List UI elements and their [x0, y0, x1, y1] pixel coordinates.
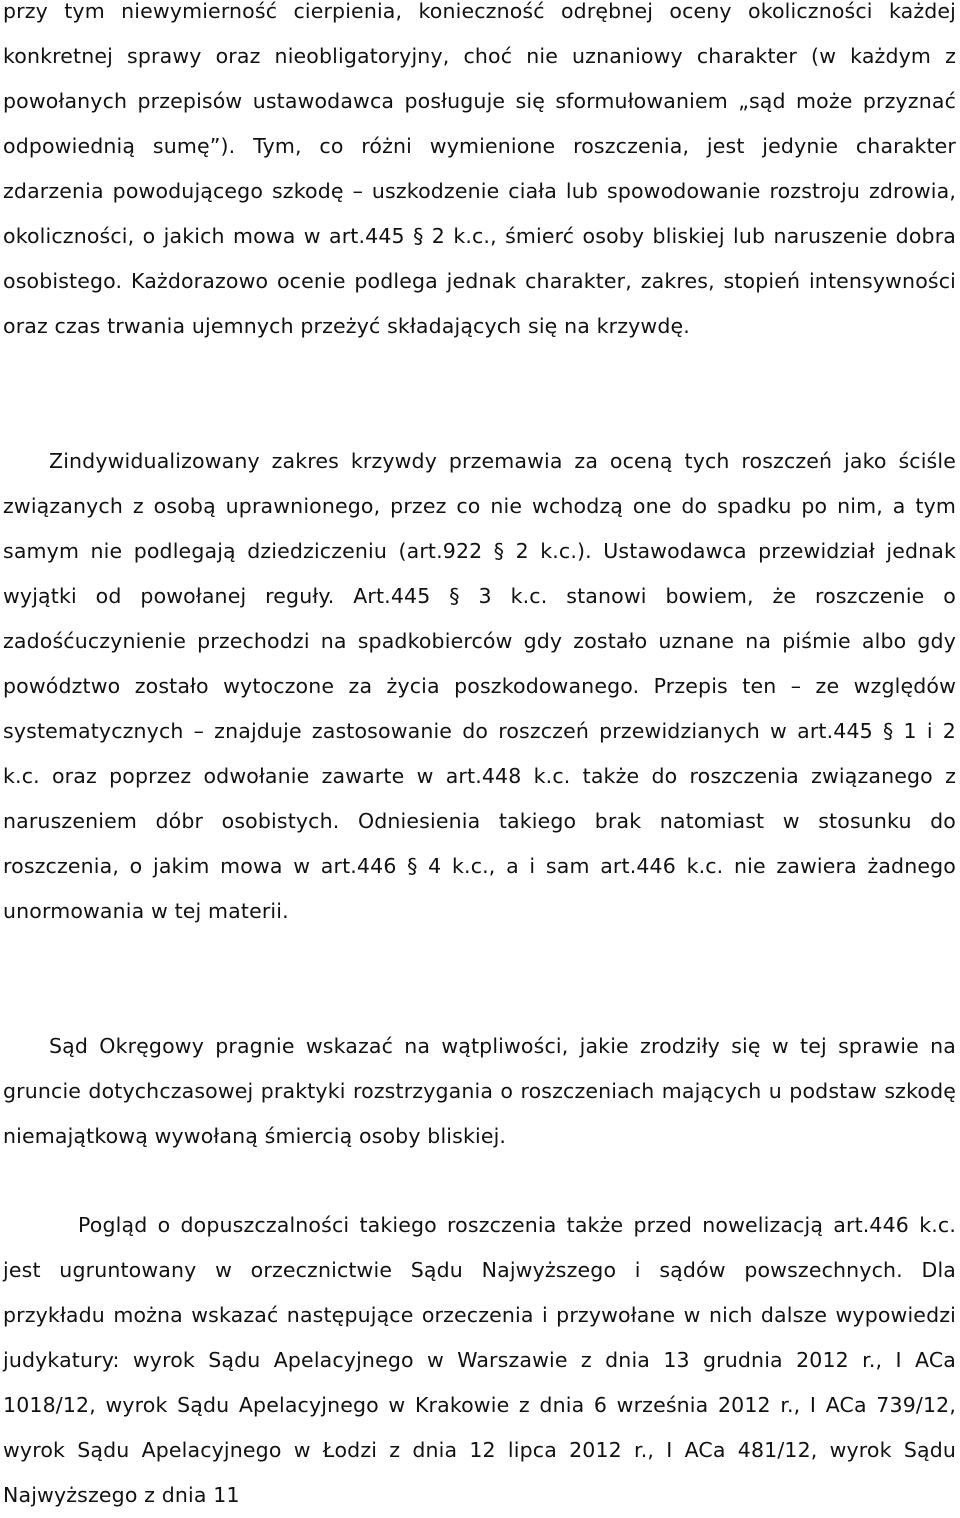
- paragraph-1: przy tym niewymierność cierpienia, konieczność odrębnej oceny okoliczności każdej konkretnej sprawy oraz nieobligatoryjny, choć nie uznaniowy charakter (w każdym z powołanych przepisów ustawodawca posługuje się sformułowaniem „sąd może przyznać odpowiednią sumę”). Tym, co różni wymienione roszczenia, jest jedynie charakter zdarzenia powodującego szkodę – uszkodzenie ciała lub spowodowanie rozstroju zdrowia, okoliczności, o jakich mowa w art.445 § 2 k.c., śmierć osoby bliskiej lub naruszenie dobra osobistego. Każdorazowo ocenie podlega jednak charakter, zakres, stopień intensywności oraz czas trwania ujemnych przeżyć składających się na krzywdę.: [3, 0, 956, 338]
- paragraph-2: Zindywidualizowany zakres krzywdy przemawia za oceną tych roszczeń jako ściśle związanych z osobą uprawnionego, przez co nie wchodzą one do spadku po nim, a tym samym nie podlegają dziedziczeniu (art.922 § 2 k.c.). Ustawodawca przewidział jednak wyjątki od powołanej reguły. Art.445 § 3 k.c. stanowi bowiem, że roszczenie o zadośćuczynienie przechodzi na spadkobierców gdy zostało uznane na piśmie albo gdy powództwo zostało wytoczone za życia poszkodowanego. Przepis ten – ze względów systematycznych – znajduje zastosowanie do roszczeń przewidzianych w art.445 § 1 i 2 k.c. oraz poprzez odwołanie zawarte w art.448 k.c. także do roszczenia związanego z naruszeniem dóbr osobistych. Odniesienia takiego brak natomiast w stosunku do roszczenia, o jakim mowa w art.446 § 4 k.c., a i sam art.446 k.c. nie zawiera żadnego unormowania w tej materii.: [3, 449, 956, 923]
- paragraph-4: Pogląd o dopuszczalności takiego roszczenia także przed nowelizacją art.446 k.c. jest ugruntowany w orzecznictwie Sądu Najwyższego i sądów powszechnych. Dla przykładu można wskazać następujące orzeczenia i przywołane w nich dalsze wypowiedzi judykatury: wyrok Sądu Apelacyjnego w Warszawie z dnia 13 grudnia 2012 r., I ACa 1018/12, wyrok Sądu Apelacyjnego w Krakowie z dnia 6 września 2012 r., I ACa 739/12, wyrok Sądu Apelacyjnego w Łodzi z dnia 12 lipca 2012 r., I ACa 481/12, wyrok Sądu Najwyższego z dnia 11: [3, 1213, 956, 1507]
- paragraph-3: Sąd Okręgowy pragnie wskazać na wątpliwości, jakie zrodziły się w tej sprawie na gruncie dotychczasowej praktyki rozstrzygania o roszczeniach mających u podstaw szkodę niemajątkową wywołaną śmiercią osoby bliskiej.: [3, 1034, 956, 1148]
